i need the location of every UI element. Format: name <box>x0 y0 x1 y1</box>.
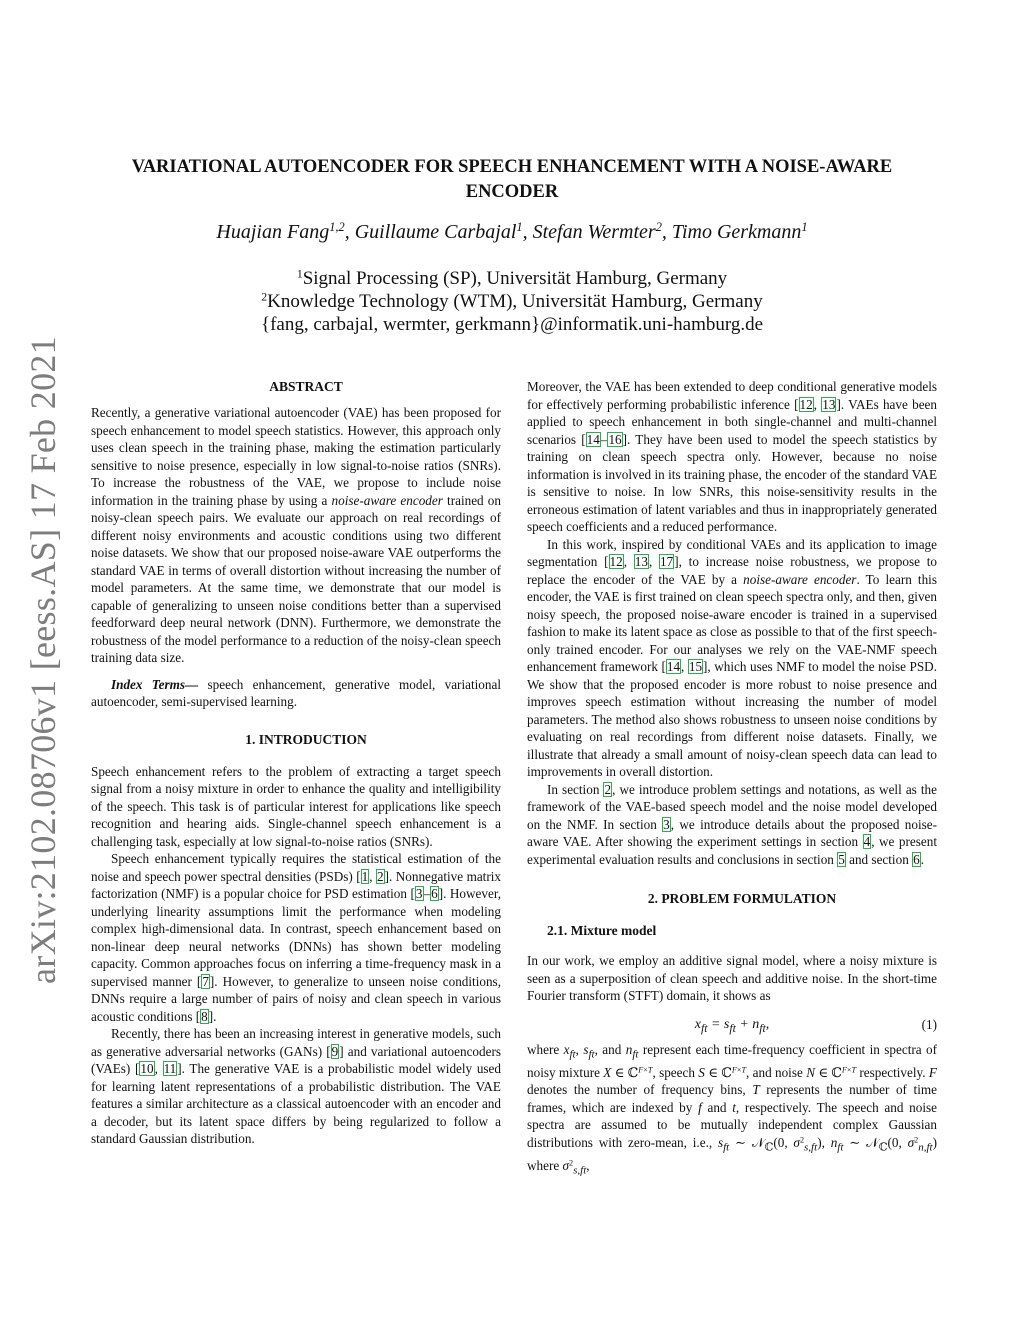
abstract-heading: ABSTRACT <box>269 379 343 394</box>
affiliation-line <box>90 267 934 290</box>
intro-paragraph: Speech enhancement refers to the problem of extracting a target speech signal from a noisy mixture in order to enhance the quality and intelligibility of the speech. This task is of particular interest for applications like speech recognition and hearing aids. Single-channel speech enhancement is a challenging task, especially at low signal-to-noise ratios (SNRs). <box>91 763 501 849</box>
text-run: Speech enhancement typically requires the statistical estimation of the noise and speech power spectral densities (PSDs) [ <box>91 851 501 884</box>
author-affil-mark: 1,2 <box>329 220 345 235</box>
body-paragraph <box>527 781 937 869</box>
author-separator: , <box>661 221 672 243</box>
citation-link[interactable]: 1 <box>361 868 369 884</box>
text-run: where <box>527 1041 564 1057</box>
body-paragraph: In our work, we employ an additive signal model, where a noisy mixture is seen as a superposition of clean speech and additive noise. In the short-time Fourier transform (STFT) domain, it shows as <box>527 953 937 1003</box>
text-run: where <box>527 1157 563 1173</box>
text-run: , respectively. The speech and noise spectra are assumed to be mutually independent complex Gaussian distributions with zero-mean, i.e., <box>527 1099 937 1150</box>
equation-body: $x_{ft} = s_{ft} + n_{ft}$, <box>694 1016 770 1035</box>
citation-link[interactable]: 12 <box>609 554 623 569</box>
section-link[interactable]: 2 <box>604 781 612 797</box>
author-affil-mark: 2 <box>655 220 662 235</box>
citation-link[interactable]: 13 <box>634 554 648 569</box>
author-name: Timo Gerkmann <box>671 221 802 243</box>
text-run: ], to increase noise robustness, we propose to replace the encoder of the VAE by a <box>527 554 938 587</box>
text-run: . To learn this encoder, the VAE is first trained on clean speech spectra only, and then, given noisy speech, the proposed noise-aware encoder is trained in a supervised fashion to make its latent space as close as possible to that of the first speech-only trained encoder. For our analyses we rely on the VAE-NMF speech enhancement framework [ <box>527 571 937 674</box>
citation-link[interactable]: 16 <box>608 431 622 447</box>
section-link[interactable]: 3 <box>663 816 670 832</box>
text-run: – <box>600 431 608 447</box>
section-link[interactable]: 6 <box>913 851 920 867</box>
equation-1 <box>527 1015 937 1035</box>
emphasis: noise-aware encoder <box>743 571 857 587</box>
author-list <box>90 221 934 244</box>
citation-link[interactable]: 7 <box>202 973 209 989</box>
abstract-part: trained on noisy-clean speech pairs. We evaluate our approach on real recordings of different noisy environments and acoustic conditions using two different noise datasets. We show that our proposed noise-aware VAE outperforms the standard VAE in terms of overall distortion without increasing the number of model parameters. At the same time, we demonstrate that our model is capable of generalizing to unseen noise conditions better than a supervised feedforward deep neural network (DNN). Furthermore, we demonstrate the robustness of the model performance to a reduction of the noisy-clean speech training data size. <box>91 492 501 665</box>
text-run: and <box>701 1099 733 1115</box>
affiliations <box>90 267 934 336</box>
text-run: Recently, there has been an increasing interest in generative models, such as generative adversarial networks (GANs) [ <box>91 1026 501 1059</box>
arxiv-sidebar <box>18 336 68 984</box>
abstract-emph: noise-aware encoder <box>331 492 443 508</box>
text-run: ]. The generative VAE is a probabilistic model widely used for learning latent representations of a probabilistic distribution. The VAE features a similar architecture as a classical autoencoder with an encoder and a decoder, but its latent space differs by being regularized to follow a standard Gaussian distribution. <box>91 1061 501 1146</box>
section-2-heading: 2. PROBLEM FORMULATION <box>647 891 837 906</box>
body-paragraph <box>527 378 937 536</box>
intro-heading: 1. INTRODUCTION <box>245 731 367 747</box>
text-run: In this work, inspired by conditional VAEs and its application to image segmentation [ <box>527 536 937 569</box>
body-paragraph <box>527 536 937 781</box>
text-run: , we present experimental evaluation results and conclusions in section <box>527 834 938 867</box>
text-run: represent each time-frequency coefficient in spectra of noisy mixture <box>527 1041 938 1080</box>
citation-link[interactable]: 2 <box>376 868 384 884</box>
text-run: denotes the number of frequency bins, <box>527 1082 753 1098</box>
affil-text: Knowledge Technology (WTM), Universität Hamburg, Germany <box>267 291 763 312</box>
citation-link[interactable]: 10 <box>140 1061 154 1076</box>
text-run: , <box>681 659 688 674</box>
text-run: represents the number of time frames, which are indexed by <box>527 1082 937 1115</box>
text-run: and section <box>845 851 913 867</box>
affil-text: Signal Processing (SP), Universität Hamburg, Germany <box>302 268 728 289</box>
text-run: – <box>423 886 431 901</box>
paper-title: VARIATIONAL AUTOENCODER FOR SPEECH ENHANCEMENT WITH A NOISE-AWARE ENCODER <box>131 157 893 202</box>
text-run: , and noise <box>745 1064 807 1080</box>
citation-link[interactable]: 13 <box>822 396 836 412</box>
subsection-2-1-heading: 2.1. Mixture model <box>547 923 657 938</box>
author-name: Huajian Fang <box>216 221 330 243</box>
text-run: In section <box>547 781 604 797</box>
abstract-part: Recently, a generative variational autoencoder (VAE) has been proposed for speech enhancement to model speech statistics. However, this approach only uses clean speech in the training phase, making the estimation particularly sensitive to noise presence, especially in low signal-to-noise ratios (SNRs). To increase the robustness of the VAE, we propose to include noise information in the training phase by using a <box>91 405 501 508</box>
index-terms-label: Index Terms— <box>111 676 199 692</box>
left-column <box>91 378 501 1148</box>
body-paragraph: where $x_{ft}$, $s_{ft}$, and $n_{ft}$ represent each time-frequency coefficient in spectra of noisy mixture X ∈ ℂ$^{F\times T}$, speech S ∈ ℂ$^{F\times T}$, and noise N ∈ ℂ$^{F\times T}$ respectively. F denotes the number of frequency bins, T represents the number of time frames, which are indexed by f and t, respectively. The speech and noise spectra are assumed to be mutually independent complex Gaussian distributions with zero-mean, i.e., $s_{ft}$ ∼ 𝒩$_ℂ$(0, $\sigma^2_{s,ft}$), $n_{ft}$ ∼ 𝒩$_ℂ$(0, $\sigma^2_{n,ft}$) where $\sigma^2_{s,ft}$, <box>527 1041 938 1177</box>
intro-paragraph <box>91 850 501 1025</box>
text-run: ]. VAEs have been applied to speech enhancement in both single-channel and multi-channel scenarios [ <box>527 396 938 447</box>
citation-link[interactable]: 15 <box>688 659 703 674</box>
text-run: ]. <box>208 1008 217 1024</box>
affil-number: 2 <box>261 290 268 304</box>
citation-link[interactable]: 3 <box>415 886 423 901</box>
index-terms-text: speech enhancement, generative model, variational autoencoder, semi-supervised learning. <box>91 676 501 709</box>
citation-link[interactable]: 14 <box>586 431 600 447</box>
author-name: Stefan Wermter <box>532 221 656 243</box>
equation-number: (1) <box>921 1016 937 1032</box>
text-run: , <box>648 554 660 569</box>
text-run: ] and variational autoencoders (VAEs) [ <box>91 1043 502 1076</box>
author-affil-mark: 1 <box>801 220 808 235</box>
author-separator: , <box>522 221 533 243</box>
text-run: , <box>813 396 822 412</box>
arxiv-identifier: arXiv:2102.08706v1 [eess.AS] 17 Feb 2021 <box>23 336 63 984</box>
text-run: , <box>369 868 376 884</box>
text-run: ]. Nonnegative matrix factorization (NMF) is a popular choice for PSD estimation [ <box>91 868 501 901</box>
citation-link[interactable]: 6 <box>431 886 438 901</box>
section-link[interactable]: 5 <box>838 851 845 867</box>
right-column <box>527 378 937 1180</box>
citation-link[interactable]: 11 <box>163 1061 177 1076</box>
text-run: , we introduce details about the proposed noise-aware VAE. After showing the experiment settings in section <box>527 816 937 849</box>
abstract-text <box>91 404 501 667</box>
author-affil-mark: 1 <box>516 220 523 235</box>
text-run: ]. However, to generalize to unseen noise conditions, DNNs require a large number of pairs of noisy and clean speech in various acoustic conditions [ <box>91 973 501 1024</box>
text-run: , <box>623 554 634 569</box>
intro-paragraph <box>91 1025 501 1148</box>
citation-link[interactable]: 17 <box>660 554 674 569</box>
citation-link[interactable]: 12 <box>799 396 813 412</box>
affil-number: 1 <box>296 267 303 281</box>
citation-link[interactable]: 14 <box>666 659 681 674</box>
email-line: {fang, carbajal, wermter, gerkmann}@informatik.uni-hamburg.de <box>260 314 764 335</box>
text-run: ]. They have been used to model the speech statistics by training on clean speech spectra only. However, because no noise information is involved in its training phase, the encoder of the standard VAE is sensitive to noise. In low SNRs, this noise-sensitivity results in the erroneous estimation of latent variables and thus in inappropriately generated speech coefficients and a reduced performance. <box>527 431 937 534</box>
index-terms <box>91 676 501 711</box>
citation-link[interactable]: 9 <box>331 1043 339 1059</box>
citation-link[interactable]: 8 <box>201 1008 208 1024</box>
text-run: , speech <box>652 1064 699 1080</box>
text-run: . <box>920 851 924 867</box>
section-link[interactable]: 4 <box>863 834 871 849</box>
author-name: Guillaume Carbajal <box>354 221 517 243</box>
author-separator: , <box>344 221 355 243</box>
text-run: , we introduce problem settings and notations, as well as the framework of the VAE-based speech model and the noise model developed on the NMF. In section <box>527 781 937 832</box>
text-run: respectively. <box>856 1064 929 1080</box>
text-run: ]. However, underlying linearity assumptions limit the performance when modeling complex high-dimensional data. In contrast, speech enhancement based on non-linear deep neural networks (DNNs) has shown better modeling capacity. Common approaches focus on inferring a time-frequency mask in a supervised manner [ <box>91 886 501 989</box>
text-run: ], which uses NMF to model the noise PSD. We show that the proposed encoder is more robust to noise presence and improves speech estimation without increasing the number of model parameters. The method also shows robustness to unseen noise conditions by evaluating on real recordings from different noise datasets. Finally, we illustrate that already a small amount of noisy-clean speech data can lead to improvements in overall distortion. <box>527 659 938 779</box>
text-run: , <box>154 1061 163 1076</box>
text-run: Moreover, the VAE has been extended to deep conditional generative models for effectively performing probabilistic inference [ <box>527 379 937 412</box>
affiliation-line <box>90 290 934 313</box>
